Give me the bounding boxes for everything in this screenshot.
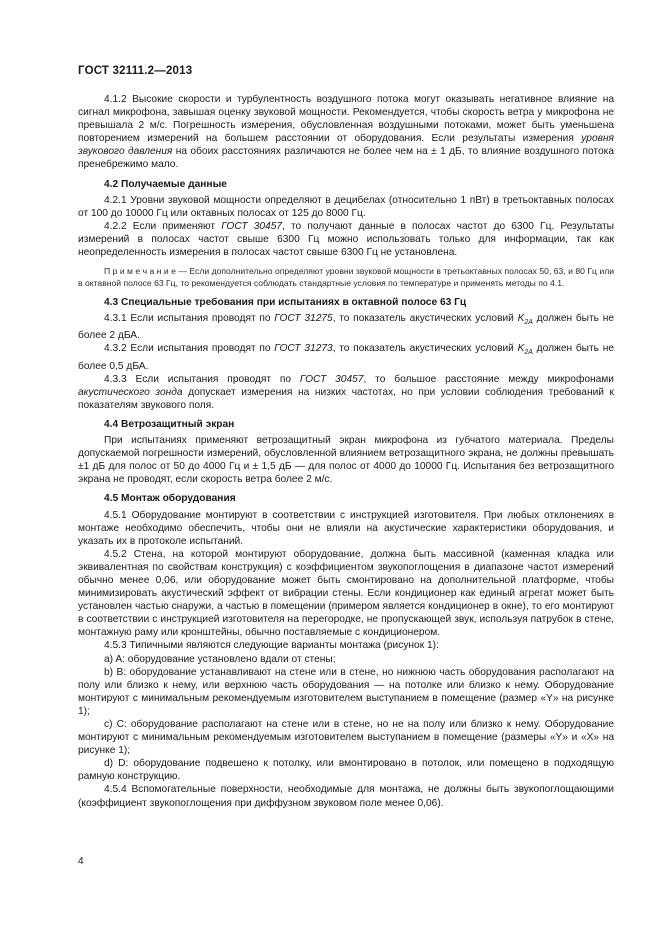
- paragraph-4-3-1: 4.3.1 Если испытания проводят по ГОСТ 31275, то показатель акустических условий $K_{2A}$ должен быть не более 2 дБА.: [78, 313, 614, 342]
- list-item-a: a) A: оборудование установлено вдали от стены;: [104, 653, 336, 665]
- note: П р и м е ч а н и е — Если дополнительно определяют уровни звуковой мощности в третьоктавных полосах 50, 63, и 80 Гц или в октавной полосе 63 Гц, то рекомендуется соблюдать стандартные условия по температуре и применять методы по 4.1.: [78, 266, 615, 289]
- paragraph-4-5-3: 4.5.3 Типичными являются следующие варианты монтажа (рисунок 1):: [104, 640, 439, 652]
- paragraph-4-3-3: 4.3.3 Если испытания проводят по ГОСТ 30457, то большое расстояние между микрофонами акустического зонда допускает измерения на низких частотах, но при условии соблюдения требований к показателям звукового поля.: [78, 373, 614, 411]
- section-heading-4-5: 4.5 Монтаж оборудования: [104, 493, 236, 505]
- section-heading-4-4: 4.4 Ветрозащитный экран: [104, 418, 235, 430]
- list-item-b: b) B: оборудование устанавливают на стене или в стене, но нижнюю часть оборудования располагают на полу или близко к нему, или верхнюю часть оборудования — на потолке или близко к нему. Оборудование монтируют с минимальным рекомендуемым изготовителем выступанием в помещение (размер «Y» на рисунке 1);: [78, 666, 614, 717]
- paragraph-4-2-2: 4.2.2 Если применяют ГОСТ 30457, то получают данные в полосах частот до 6300 Гц. Результаты измерений в полосах частот свыше 6300 Гц можно использовать только для информации, так как неопределенность измерения в полосах частот свыше 6300 Гц не установлена.: [78, 220, 615, 259]
- section-heading-4-3: 4.3 Специальные требования при испытаниях в октавной полосе 63 Гц: [104, 297, 467, 309]
- page-number: 4: [78, 856, 84, 867]
- document-body: [78, 93, 614, 810]
- paragraph-4-5-4: 4.5.4 Вспомогательные поверхности, необходимые для монтажа, не должны быть звукопоглощающими (коэффициент звукопоглощения при диффузном звуковом поле менее 0,06).: [78, 784, 614, 809]
- section-heading-4-2: 4.2 Получаемые данные: [104, 178, 227, 190]
- paragraph-4-3-2: 4.3.2 Если испытания проводят по ГОСТ 31273, то показатель акустических условий $K_{2A}$ должен быть не более 0,5 дБА.: [78, 343, 614, 372]
- paragraph-4-1-2: 4.1.2 Высокие скорости и турбулентность воздушного потока могут оказывать негативное влияние на сигнал микрофона, завышая оценку звуковой мощности. Рекомендуется, чтобы скорость ветра у микрофона не превышала 2 м/с. Погрешность измерения, обусловленная воздушными потоками, может быть уменьшена повторением измерений на большем расстоянии от оборудования. Если результаты измерения уровня звукового давления на обоих расстояниях различаются не более чем на ± 1 дБ, то влияние воздушного потока пренебрежимо мало.: [78, 94, 614, 171]
- paragraph-4-5-2: 4.5.2 Стена, на которой монтируют оборудование, должна быть массивной (каменная кладка или эквивалентная по свойствам конструкция) с коэффициентом звукопоглощения в диапазоне частот измерений обычно менее 0,06, или оборудование может быть смонтировано на дополнительной платформе, чтобы минимизировать акустический эффект от вибрации стены. Если кондиционер как единый агрегат может быть установлен частью снаружи, а частью в помещении (примером является кондиционер в окне), то его монтируют в соответствии с инструкцией изготовителя на перегородке, не пропускающей звук, используя патрубок в стене, монтажную раму или кронштейны, обычно поставляемые с кондиционером.: [78, 548, 614, 639]
- paragraph-4-5-1: 4.5.1 Оборудование монтируют в соответствии с инструкцией изготовителя. При любых отклонениях в монтаже необходимо обеспечить, чтобы они не влияли на акустические характеристики оборудования, и указать их в протоколе испытаний.: [78, 509, 614, 547]
- paragraph-4-2-1: 4.2.1 Уровни звуковой мощности определяют в децибелах (относительно 1 пВт) в третьоктавных полосах от 100 до 10000 Гц или октавных полосах от 125 до 8000 Гц.: [78, 194, 614, 219]
- paragraph-4-4: При испытаниях применяют ветрозащитный экран микрофона из губчатого материала. Пределы допускаемой погрешности измерений, обусловленной влиянием ветрозащитного экрана, не должны превышать ±1 дБ для полос от 50 до 4000 Гц и ± 1,5 дБ — для полос от 4000 до 10000 Гц. Испытания без ветрозащитного экрана не проводят, если скорость ветра более 2 м/с.: [78, 435, 614, 486]
- list-item-d: d) D: оборудование подвешено к потолку, или вмонтировано в потолок, или помещено в подходящую рамную конструкцию.: [78, 758, 614, 783]
- document-header: ГОСТ 32111.2—2013: [78, 65, 193, 77]
- list-item-c: c) C: оборудование располагают на стене или в стене, но не на полу или близко к нему. Оборудование монтируют с минимальным рекомендуемым изготовителем выступанием в помещение (размеры «Y» и «X» на рисунке 1);: [78, 719, 614, 757]
